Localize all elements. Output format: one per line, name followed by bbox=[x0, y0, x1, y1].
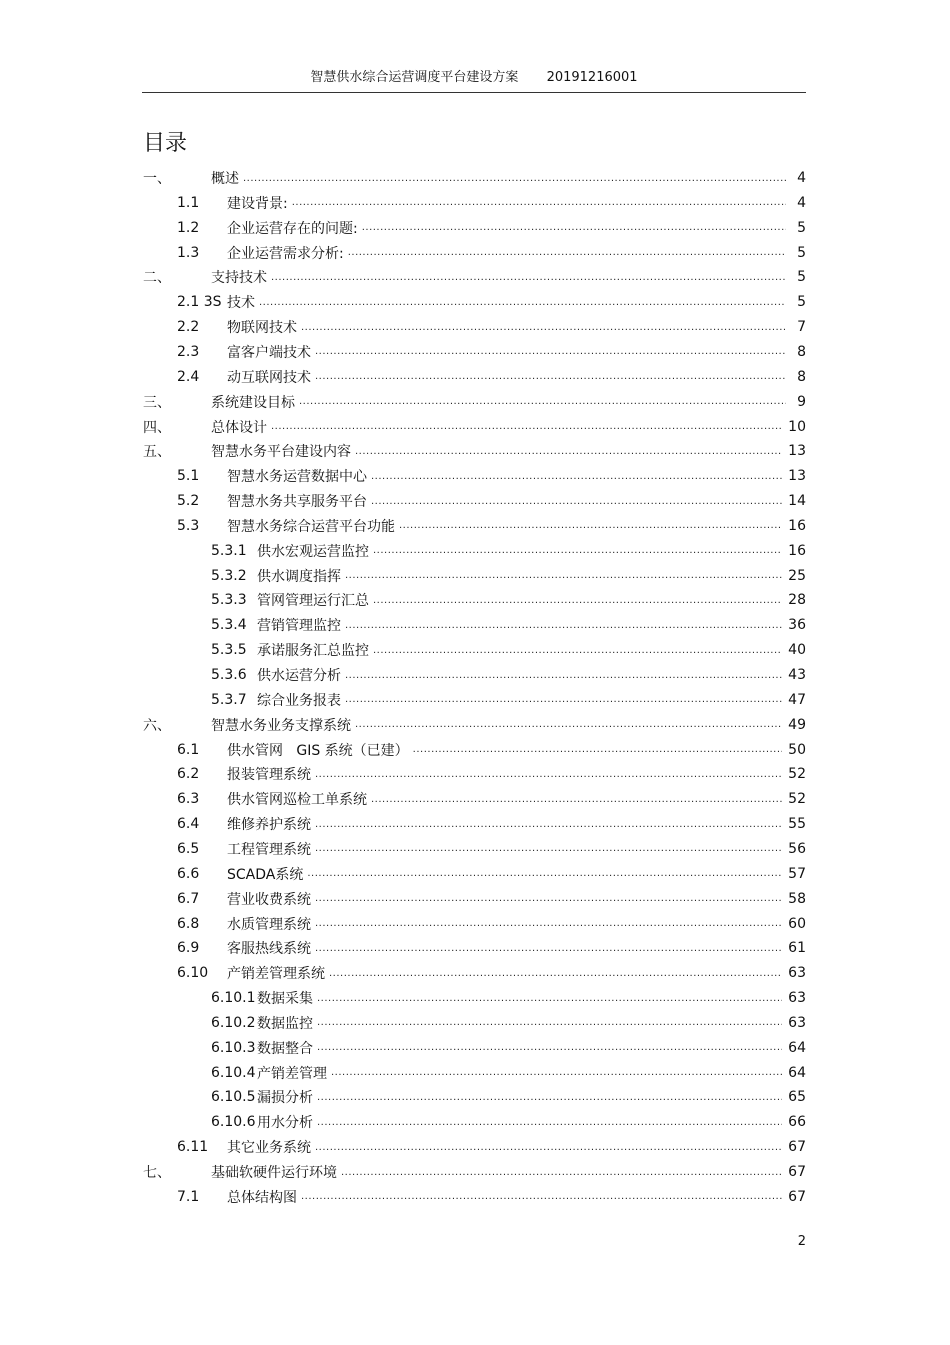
toc-entry-number: 六、 bbox=[143, 717, 171, 734]
toc-entry[interactable] bbox=[211, 1111, 806, 1133]
toc-entry-label: 营销管理监控 bbox=[257, 618, 341, 635]
toc-entry-page: 5 bbox=[797, 294, 806, 311]
toc-leader-dots bbox=[371, 471, 782, 482]
toc-leader-dots bbox=[315, 893, 782, 904]
toc-entry-label: 工程管理系统 bbox=[227, 841, 311, 858]
toc-entry-label: 其它业务系统 bbox=[227, 1140, 311, 1157]
toc-entry-number: 6.5 bbox=[177, 840, 200, 857]
toc-entry-label: 智慧水务共享服务平台 bbox=[227, 494, 367, 511]
toc-entry-number: 5.3.5 bbox=[211, 642, 247, 659]
toc-entry-label: 基础软硬件运行环境 bbox=[211, 1165, 337, 1181]
toc-entry[interactable] bbox=[211, 639, 806, 661]
toc-leader-dots bbox=[371, 496, 782, 507]
toc-entry-page: 16 bbox=[788, 517, 806, 534]
toc-leader-dots bbox=[399, 520, 782, 531]
toc-entry-label: 数据采集 bbox=[257, 991, 313, 1008]
toc-leader-dots bbox=[271, 421, 782, 432]
toc-leader-dots bbox=[315, 346, 786, 357]
toc-entry-page: 5 bbox=[797, 219, 806, 236]
toc-entry-number: 6.10.5 bbox=[211, 1089, 256, 1106]
toc-entry[interactable] bbox=[177, 192, 806, 214]
toc-entry-label: 数据整合 bbox=[257, 1040, 313, 1057]
toc-entry-number: 6.6 bbox=[177, 865, 200, 882]
toc-entry[interactable] bbox=[177, 366, 806, 388]
toc-entry-label: 数据监控 bbox=[257, 1015, 313, 1032]
toc-entry[interactable] bbox=[177, 763, 806, 785]
toc-entry-page: 67 bbox=[788, 1139, 806, 1156]
toc-entry-label: 动互联网技术 bbox=[227, 369, 311, 386]
toc-entry[interactable] bbox=[211, 614, 806, 636]
toc-entry-label: 用水分析 bbox=[257, 1115, 313, 1132]
toc-entry-number: 5.3.7 bbox=[211, 691, 247, 708]
toc-entry-label: 漏损分析 bbox=[257, 1090, 313, 1107]
toc-entry-number: 七、 bbox=[143, 1165, 171, 1181]
toc-leader-dots bbox=[307, 868, 782, 879]
toc-entry-number: 6.9 bbox=[177, 940, 200, 957]
toc-entry[interactable] bbox=[177, 1136, 806, 1158]
toc-leader-dots bbox=[301, 322, 786, 333]
toc-entry-page: 64 bbox=[788, 1064, 806, 1081]
toc-leader-dots bbox=[413, 744, 783, 755]
toc-entry-label: 企业运营需求分析: bbox=[227, 245, 344, 262]
toc-entry[interactable] bbox=[143, 416, 806, 438]
toc-leader-dots bbox=[301, 1191, 782, 1202]
toc-entry[interactable] bbox=[211, 664, 806, 686]
toc-entry-number: 五、 bbox=[143, 444, 171, 461]
toc-entry[interactable] bbox=[177, 316, 806, 338]
toc-entry-label: 营业收费系统 bbox=[227, 891, 311, 908]
toc-entry-number: 一、 bbox=[143, 171, 171, 187]
toc-title: 目录 bbox=[143, 131, 188, 156]
toc-entry-number: 6.1 bbox=[177, 741, 200, 758]
toc-leader-dots bbox=[315, 1142, 782, 1153]
toc-entry[interactable] bbox=[143, 391, 806, 413]
toc-leader-dots bbox=[329, 968, 782, 979]
toc-entry-number: 2.3 bbox=[177, 343, 200, 360]
toc-entry-number: 6.10.4 bbox=[211, 1064, 256, 1081]
toc-leader-dots bbox=[373, 595, 782, 606]
page-number: 2 bbox=[797, 1234, 806, 1249]
toc-entry-page: 57 bbox=[788, 865, 806, 882]
toc-entry-page: 8 bbox=[797, 368, 806, 385]
toc-entry[interactable] bbox=[143, 1161, 806, 1183]
toc-leader-dots bbox=[315, 918, 782, 929]
toc-entry-page: 52 bbox=[788, 791, 806, 808]
toc-entry-number: 6.8 bbox=[177, 915, 200, 932]
toc-entry[interactable] bbox=[177, 291, 806, 313]
toc-entry[interactable] bbox=[143, 714, 806, 736]
toc-entry-number: 6.2 bbox=[177, 766, 200, 783]
toc-entry-page: 65 bbox=[788, 1089, 806, 1106]
toc-leader-dots bbox=[317, 1042, 782, 1053]
toc-entry-page: 8 bbox=[797, 343, 806, 360]
toc-entry-page: 25 bbox=[788, 567, 806, 584]
toc-entry-number: 6.10 bbox=[177, 965, 209, 982]
toc-entry-number: 5.3.4 bbox=[211, 617, 247, 634]
toc-entry-label: 供水管网巡检工单系统 bbox=[227, 792, 367, 809]
toc-entry-page: 50 bbox=[788, 741, 806, 758]
toc-entry-number: 二、 bbox=[143, 270, 171, 287]
toc-entry-label: 系统建设目标 bbox=[211, 394, 295, 411]
toc-entry-page: 43 bbox=[788, 667, 806, 683]
toc-leader-dots bbox=[271, 272, 786, 283]
toc-entry-number: 6.10.1 bbox=[211, 990, 256, 1007]
toc-entry-number: 四、 bbox=[143, 419, 171, 436]
header-title: 智慧供水综合运营调度平台建设方案 bbox=[310, 70, 519, 85]
toc-entry-number: 6.10.3 bbox=[211, 1039, 256, 1056]
toc-entry[interactable] bbox=[177, 465, 806, 487]
toc-entry[interactable] bbox=[211, 589, 806, 611]
toc-entry-label: 技术 bbox=[227, 295, 255, 312]
toc-entry[interactable] bbox=[177, 515, 806, 537]
toc-entry-number: 2.2 bbox=[177, 319, 200, 336]
toc-entry[interactable] bbox=[177, 813, 806, 835]
toc-entry-page: 63 bbox=[788, 1014, 806, 1031]
toc-entry-label: 产销差管理系统 bbox=[227, 966, 325, 983]
toc-entry[interactable] bbox=[177, 962, 806, 984]
toc-entry-page: 63 bbox=[788, 965, 806, 982]
toc-entry-page: 16 bbox=[788, 542, 806, 559]
toc-leader-dots bbox=[331, 1067, 782, 1078]
toc-entry-number: 2.4 bbox=[177, 368, 200, 385]
toc-leader-dots bbox=[315, 819, 782, 830]
toc-leader-dots bbox=[348, 247, 786, 258]
toc-entry-page: 64 bbox=[788, 1039, 806, 1056]
toc-entry-number: 2.1 3S bbox=[177, 294, 222, 311]
toc-entry-page: 58 bbox=[788, 890, 806, 907]
toc-entry-page: 63 bbox=[788, 990, 806, 1007]
toc-entry[interactable] bbox=[177, 863, 806, 885]
toc-entry-label: 总体设计 bbox=[211, 419, 267, 436]
toc-entry-number: 6.4 bbox=[177, 816, 200, 833]
toc-leader-dots bbox=[259, 297, 786, 308]
toc-entry[interactable] bbox=[177, 788, 806, 810]
toc-entry-number: 5.3.6 bbox=[211, 667, 247, 683]
toc-entry-label: 概述 bbox=[211, 171, 239, 187]
toc-entry-label: 客服热线系统 bbox=[227, 941, 311, 958]
toc-entry-page: 67 bbox=[788, 1164, 806, 1180]
toc-entry[interactable] bbox=[211, 1012, 806, 1034]
toc-leader-dots bbox=[355, 446, 782, 457]
toc-entry-label: 智慧水务综合运营平台功能 bbox=[227, 518, 395, 535]
toc-leader-dots bbox=[341, 1167, 782, 1178]
toc-leader-dots bbox=[315, 943, 782, 954]
toc-entry-label: 供水运营分析 bbox=[257, 668, 341, 684]
toc-leader-dots bbox=[362, 222, 786, 233]
toc-leader-dots bbox=[373, 645, 782, 656]
toc-entry[interactable] bbox=[177, 937, 806, 959]
toc-entry-page: 4 bbox=[797, 194, 806, 211]
toc-entry[interactable] bbox=[177, 888, 806, 910]
toc-entry[interactable] bbox=[177, 913, 806, 935]
toc-leader-dots bbox=[315, 371, 786, 382]
toc-leader-dots bbox=[373, 545, 782, 556]
toc-entry-number: 5.2 bbox=[177, 493, 200, 510]
toc-entry-label: 智慧水务业务支撑系统 bbox=[211, 717, 351, 734]
toc-entry[interactable] bbox=[143, 440, 806, 462]
toc-entry-number: 6.3 bbox=[177, 791, 200, 808]
toc-entry-label: 建设背景: bbox=[227, 195, 288, 212]
toc-entry-label: 供水调度指挥 bbox=[257, 568, 341, 585]
toc-entry-number: 5.3.1 bbox=[211, 542, 247, 559]
toc-entry-page: 9 bbox=[797, 393, 806, 410]
toc-entry-label: 综合业务报表 bbox=[257, 692, 341, 709]
toc-entry[interactable] bbox=[143, 266, 806, 288]
toc-entry-number: 5.3.3 bbox=[211, 592, 247, 609]
toc-entry[interactable] bbox=[177, 217, 806, 239]
toc-entry-page: 10 bbox=[788, 418, 806, 435]
toc-leader-dots bbox=[243, 173, 786, 184]
toc-entry-page: 5 bbox=[797, 269, 806, 286]
toc-entry[interactable] bbox=[211, 540, 806, 562]
toc-leader-dots bbox=[317, 1092, 782, 1103]
toc-entry[interactable] bbox=[177, 838, 806, 860]
toc-entry-page: 13 bbox=[788, 443, 806, 460]
toc-entry[interactable] bbox=[211, 987, 806, 1009]
toc-entry-page: 66 bbox=[788, 1114, 806, 1131]
toc-entry-label: 物联网技术 bbox=[227, 320, 297, 337]
toc-entry-page: 28 bbox=[788, 592, 806, 609]
toc-entry-page: 49 bbox=[788, 716, 806, 733]
toc-entry-label: 总体结构图 bbox=[227, 1189, 297, 1206]
toc-leader-dots bbox=[345, 620, 782, 631]
toc-entry-page: 52 bbox=[788, 766, 806, 783]
toc-leader-dots bbox=[371, 794, 782, 805]
toc-entry-label: 供水宏观运营监控 bbox=[257, 543, 369, 560]
toc-entry-label: 企业运营存在的问题: bbox=[227, 220, 358, 237]
toc-leader-dots bbox=[355, 719, 782, 730]
toc-entry-label: 供水管网 GIS 系统（已建） bbox=[227, 742, 409, 759]
toc-entry-page: 60 bbox=[788, 915, 806, 932]
toc-entry[interactable] bbox=[177, 242, 806, 264]
toc-leader-dots bbox=[345, 670, 782, 681]
toc-leader-dots bbox=[345, 570, 782, 581]
toc-entry-number: 7.1 bbox=[177, 1188, 200, 1205]
toc-entry-page: 55 bbox=[788, 816, 806, 833]
toc-entry-page: 7 bbox=[797, 319, 806, 336]
toc-entry[interactable] bbox=[211, 1037, 806, 1059]
toc-entry-page: 4 bbox=[797, 170, 806, 186]
toc-entry-number: 6.10.2 bbox=[211, 1014, 256, 1031]
toc-entry-number: 1.3 bbox=[177, 244, 200, 261]
toc-entry[interactable] bbox=[177, 341, 806, 363]
toc-entry-label: 水质管理系统 bbox=[227, 916, 311, 933]
toc-entry[interactable] bbox=[177, 739, 806, 761]
toc-entry[interactable] bbox=[177, 490, 806, 512]
toc-leader-dots bbox=[292, 197, 786, 208]
toc-entry-page: 40 bbox=[788, 642, 806, 659]
toc-entry-label: 报装管理系统 bbox=[227, 767, 311, 784]
toc-leader-dots bbox=[315, 769, 782, 780]
toc-entry-page: 61 bbox=[788, 940, 806, 957]
toc-leader-dots bbox=[317, 993, 782, 1004]
toc-entry-page: 14 bbox=[788, 493, 806, 510]
toc-entry-number: 6.11 bbox=[177, 1139, 209, 1156]
toc-entry-label: 支持技术 bbox=[211, 270, 267, 287]
toc-entry-label: 承诺服务汇总监控 bbox=[257, 643, 369, 660]
toc-entry[interactable] bbox=[143, 167, 806, 189]
toc-leader-dots bbox=[345, 694, 782, 705]
toc-entry-label: 产销差管理 bbox=[257, 1065, 327, 1082]
toc-entry-page: 36 bbox=[788, 617, 806, 634]
toc-entry-label: 智慧水务运营数据中心 bbox=[227, 469, 367, 486]
toc-leader-dots bbox=[315, 843, 782, 854]
toc-entry-number: 6.7 bbox=[177, 890, 200, 907]
toc-entry-number: 5.1 bbox=[177, 468, 200, 485]
toc-entry[interactable] bbox=[211, 689, 806, 711]
toc-entry-number: 1.2 bbox=[177, 219, 200, 236]
toc-entry[interactable] bbox=[177, 1186, 806, 1208]
toc-leader-dots bbox=[317, 1117, 782, 1128]
header-doc-number: 20191216001 bbox=[546, 70, 638, 85]
toc-entry-number: 5.3 bbox=[177, 517, 200, 534]
toc-entry[interactable] bbox=[211, 1062, 806, 1084]
toc-leader-dots bbox=[299, 396, 786, 407]
toc-entry-label: 富客户端技术 bbox=[227, 344, 311, 361]
page-header bbox=[142, 66, 806, 93]
toc-entry-page: 56 bbox=[788, 840, 806, 857]
toc-entry-label: 智慧水务平台建设内容 bbox=[211, 444, 351, 461]
toc-entry-number: 6.10.6 bbox=[211, 1114, 256, 1131]
toc-entry-label: 管网管理运行汇总 bbox=[257, 593, 369, 610]
toc-entry-page: 5 bbox=[797, 244, 806, 261]
toc-entry-label: 维修养护系统 bbox=[227, 817, 311, 834]
toc-entry-page: 67 bbox=[788, 1188, 806, 1205]
toc-leader-dots bbox=[317, 1017, 782, 1028]
toc-entry[interactable] bbox=[211, 1086, 806, 1108]
toc-entry[interactable] bbox=[211, 565, 806, 587]
toc-entry-number: 三、 bbox=[143, 394, 171, 411]
toc-entry-label: SCADA系统 bbox=[227, 866, 304, 883]
toc-entry-number: 1.1 bbox=[177, 194, 200, 211]
toc-entry-number: 5.3.2 bbox=[211, 567, 247, 584]
toc-entry-page: 13 bbox=[788, 468, 806, 485]
toc-entry-page: 47 bbox=[788, 691, 806, 708]
